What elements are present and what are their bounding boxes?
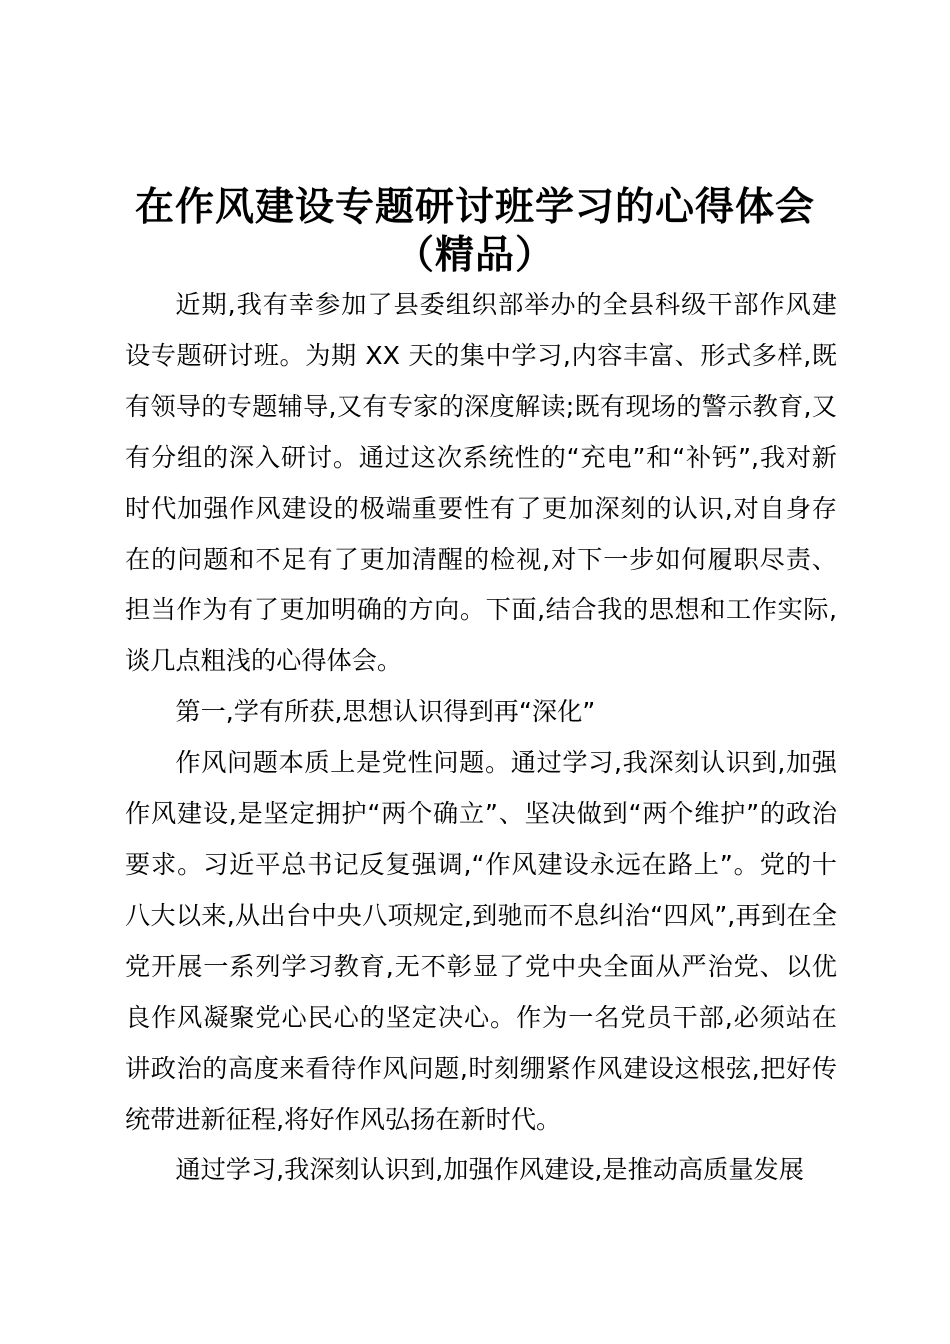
paragraph-intro: 近期,我有幸参加了县委组织部举办的全县科级干部作风建设专题研讨班。为期 XX 天的集中学习,内容丰富、形式多样,既有领导的专题辅导,又有专家的深度解读;既有现场的警示教育,又有分组的深入研讨。通过这次系统性的“充电”和“补钙”,我对新时代加强作风建设的极端重要性有了更加深刻的认识,对自身存在的问题和不足有了更加清醒的检视,对下一步如何履职尽责、担当作为有了更加明确的方向。下面,结合我的思想和工作实际,谈几点粗浅的心得体会。	[125, 290, 837, 676]
document-title-suffix: （精品）	[394, 233, 555, 278]
document-title: 在作风建设专题研讨班学习的心得体会	[134, 185, 815, 230]
document-body	[125, 280, 837, 1196]
paragraph-section-1a: 作风问题本质上是党性问题。通过学习,我深刻认识到,加强作风建设,是坚定拥护“两个确立”、坚决做到“两个维护”的政治要求。习近平总书记反复强调,“作风建设永远在路上”。党的十八大以来,从出台中央八项规定,到驰而不息纠治“四风”,再到在全党开展一系列学习教育,无不彰显了党中央全面从严治党、以优良作风凝聚党心民心的坚定决心。作为一名党员干部,必须站在讲政治的高度来看待作风问题,时刻绷紧作风建设这根弦,把好传统带进新征程,将好作风弘扬在新时代。	[125, 748, 837, 1134]
section-heading-1: 第一,学有所获,思想认识得到再“深化”	[175, 697, 596, 727]
paragraph-section-1b: 通过学习,我深刻认识到,加强作风建设,是推动高质量发展	[175, 1155, 804, 1185]
